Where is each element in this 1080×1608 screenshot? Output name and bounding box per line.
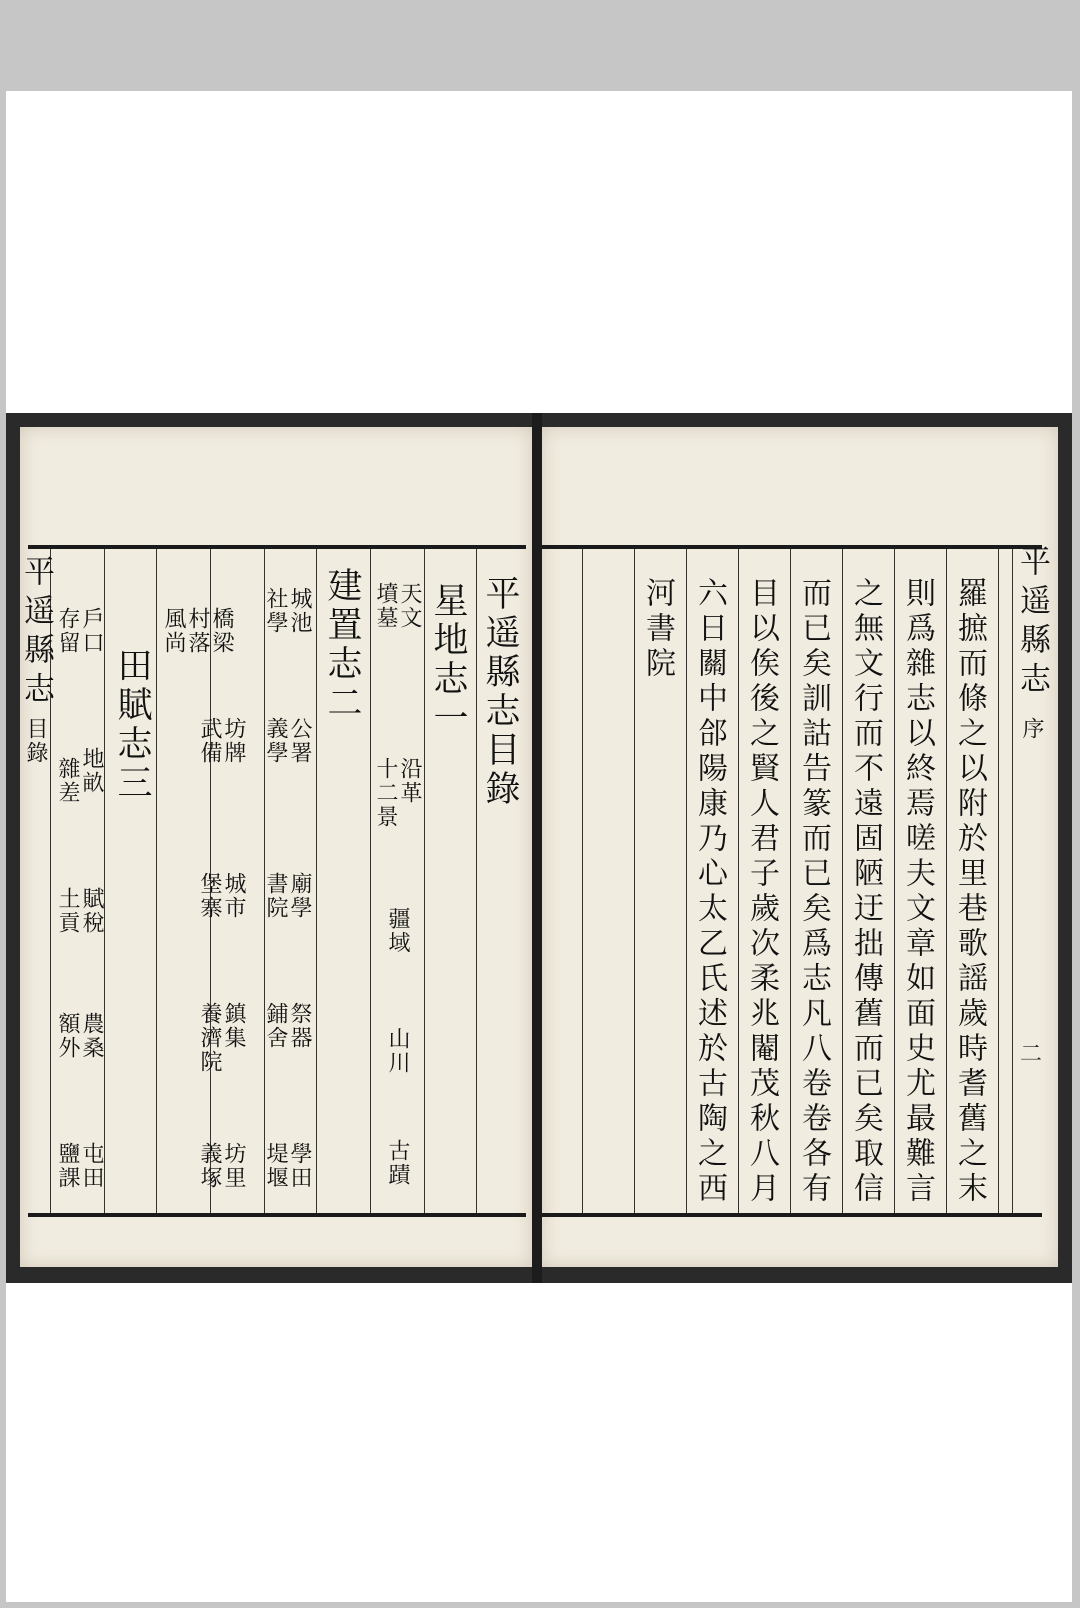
page-number: 二 bbox=[1020, 1042, 1043, 1067]
text-column-4: 而已矣訓詁告篆而已矣爲志凡八卷卷各有 bbox=[796, 577, 831, 1207]
text-column-3: 之無文行而不遠固陋迂拙傳舊而已矣取信 bbox=[848, 577, 883, 1207]
text-column-1: 羅摭而條之以附於里巷歌謡歲時耆舊之末 bbox=[952, 577, 987, 1207]
image-frame bbox=[6, 91, 1072, 1602]
left-page: 平遥縣志 目錄 平遥縣志目錄 星地志一 天文 墳墓 沿革 十二景 疆域 山川 古蹟 建置志二 城池 社學 橋梁 村落 風尚 公署 義學 坊牌 武備 廟學 書院 城市 堡寨 祭器 鋪舍 鎮集 養濟院 學田 堤堰 坊里 義塚 田賦志三 戶口 存留 地畝 雜差 賦稅 土貢 農桑 額外 屯田 鹽課 bbox=[20, 427, 532, 1267]
top-border bbox=[28, 545, 526, 549]
right-page bbox=[542, 427, 1058, 1267]
spine-section: 目錄 bbox=[23, 717, 48, 765]
section-heading-3: 田賦志三 bbox=[112, 647, 152, 803]
bottom-border bbox=[28, 1213, 526, 1217]
bottom-border-right bbox=[542, 1213, 1042, 1217]
text-column-5: 目以俟後之賢人君子歲次柔兆閹茂秋八月 bbox=[744, 577, 779, 1207]
text-column-2: 則爲雜志以終焉嗟夫文章如面史尤最難言 bbox=[900, 577, 935, 1207]
text-column-7: 河書院 bbox=[640, 577, 675, 682]
spine-title-right: 平遥縣志 bbox=[1014, 545, 1050, 701]
section-heading-1: 星地志一 bbox=[428, 582, 468, 738]
section-heading-2: 建置志二 bbox=[322, 567, 362, 723]
top-gray-band bbox=[0, 0, 1080, 91]
text-column-6: 六日關中郃陽康乃心太乙氏述於古陶之西 bbox=[692, 577, 727, 1207]
page-title: 平遥縣志目錄 bbox=[480, 575, 520, 809]
top-border-right bbox=[542, 545, 1042, 549]
book-gutter bbox=[532, 413, 542, 1283]
book-scan bbox=[6, 413, 1072, 1283]
spine-title: 平遥縣志 bbox=[18, 555, 54, 711]
spine-section-right: 序 bbox=[1019, 717, 1044, 741]
